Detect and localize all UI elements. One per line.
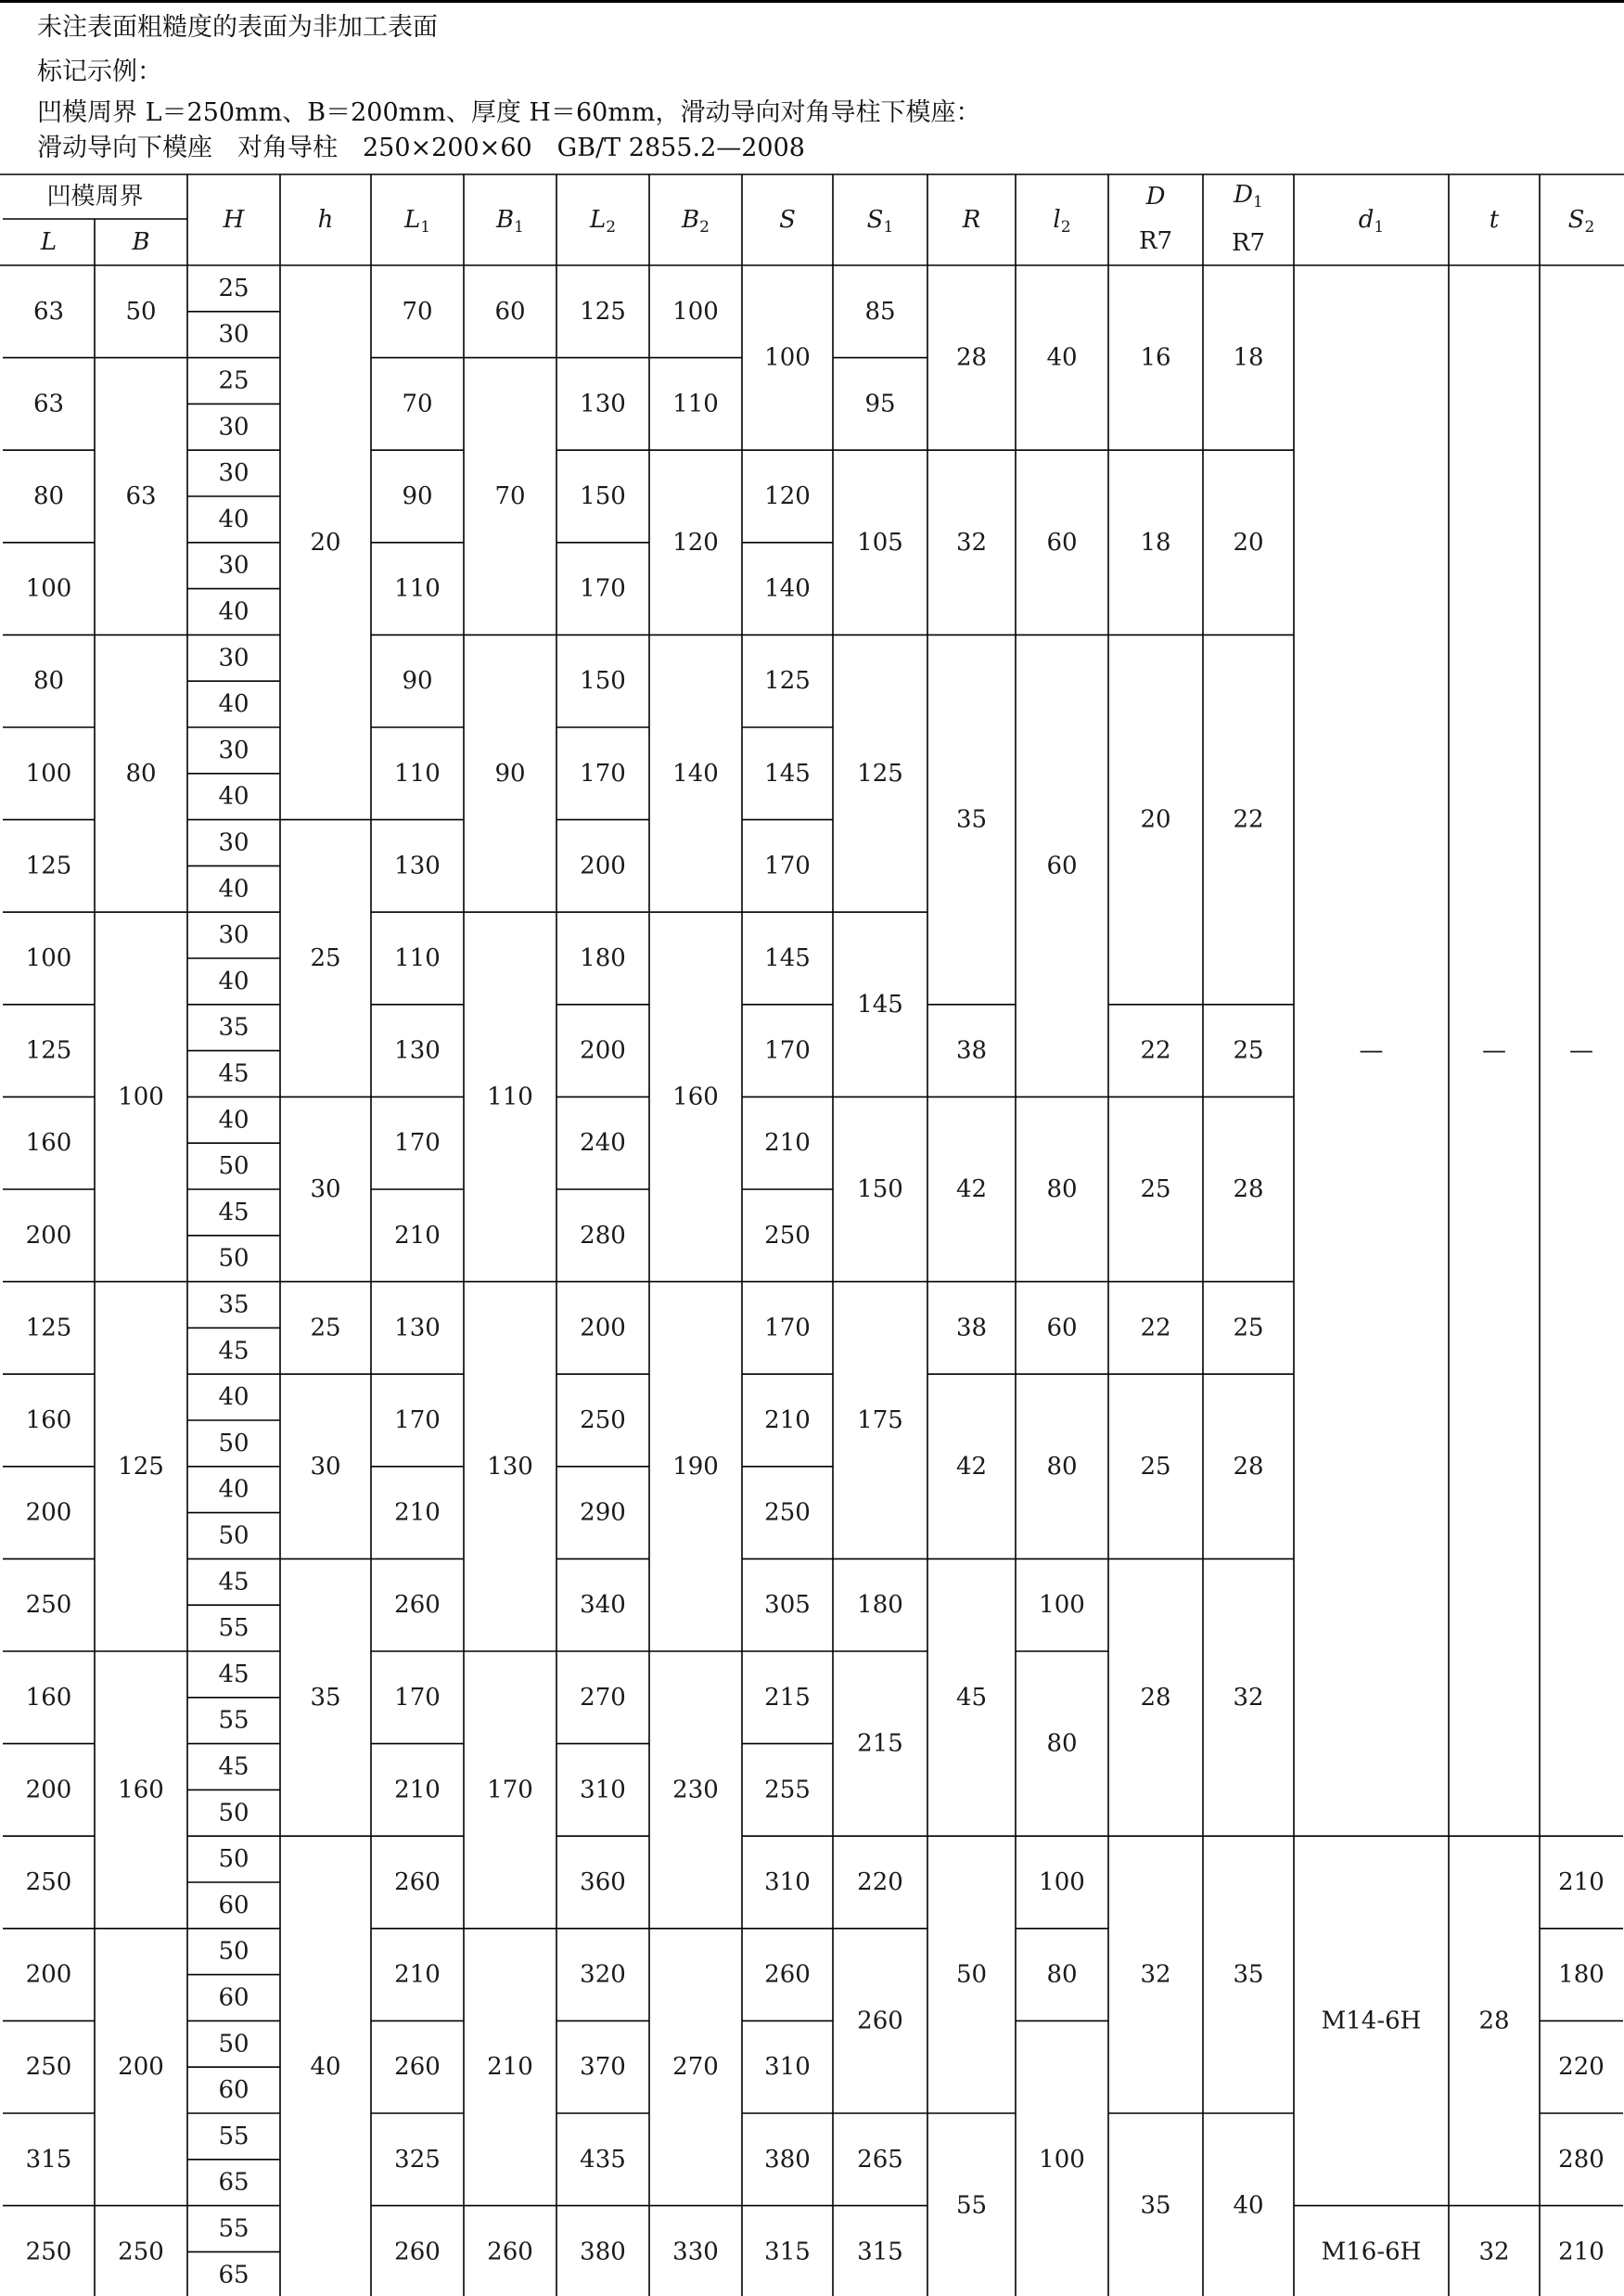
cell-L1: 170 <box>394 1683 441 1712</box>
cell-H: 25 <box>218 366 249 395</box>
cell-H: 40 <box>218 1383 249 1412</box>
cell-L: 250 <box>25 1868 72 1896</box>
cell-L2: 200 <box>580 1314 626 1342</box>
cell-S: 380 <box>764 2145 811 2174</box>
cell-t: — <box>1482 1036 1506 1065</box>
cell-L1: 260 <box>394 1591 441 1620</box>
header-B2-symbol: B <box>682 206 700 234</box>
cell-H: 30 <box>218 459 249 488</box>
cell-L2: 240 <box>580 1129 626 1158</box>
cell-l2: 60 <box>1046 852 1078 880</box>
note-marking-example-description: 凹模周界 L＝250mm、B＝200mm、厚度 H＝60mm，滑动导向对角导柱下模座： <box>37 98 981 127</box>
cell-S: 250 <box>764 1221 811 1250</box>
cell-H: 60 <box>218 2076 249 2105</box>
cell-L1: 260 <box>394 2238 441 2266</box>
header-S1 <box>867 206 894 237</box>
cell-L: 100 <box>25 944 72 972</box>
cell-L1: 70 <box>402 390 433 418</box>
header-L2-symbol: L <box>589 206 607 234</box>
cell-L: 80 <box>32 482 65 510</box>
header-D: D <box>1145 183 1166 211</box>
header-S: S <box>779 206 796 234</box>
cell-L1: 170 <box>394 1406 441 1434</box>
cell-d1: M14-6H <box>1321 2007 1422 2035</box>
header-D1 <box>1233 181 1263 212</box>
cell-R: 42 <box>955 1175 988 1203</box>
cell-S1: 85 <box>864 297 896 326</box>
cell-L: 100 <box>25 759 72 788</box>
cell-L2: 200 <box>580 852 626 880</box>
header-R: R <box>962 206 981 234</box>
cell-l2: 80 <box>1046 1960 1078 1989</box>
cell-L2: 170 <box>580 574 626 603</box>
cell-S: 120 <box>764 482 811 510</box>
cell-L: 250 <box>25 2053 72 2082</box>
cell-B2: 230 <box>672 1776 719 1804</box>
cell-D: 32 <box>1140 1960 1171 1989</box>
cell-H: 45 <box>218 1752 249 1781</box>
cell-L1: 110 <box>394 944 441 972</box>
header-S2 <box>1568 206 1595 237</box>
cell-L: 250 <box>25 1591 72 1620</box>
cell-D1: 25 <box>1233 1036 1264 1065</box>
cell-L1: 70 <box>402 297 433 326</box>
cell-L: 125 <box>25 852 72 880</box>
header-D1-tolerance: R7 <box>1231 229 1266 257</box>
cell-L: 100 <box>25 574 72 603</box>
cell-S: 305 <box>764 1591 811 1620</box>
cell-B: 250 <box>118 2238 164 2266</box>
cell-B1: 90 <box>494 759 526 788</box>
cell-H: 50 <box>218 1244 249 1273</box>
cell-R: 50 <box>955 1960 988 1989</box>
cell-L1: 210 <box>394 1960 441 1989</box>
cell-D1: 32 <box>1233 1683 1264 1712</box>
cell-L2: 130 <box>580 390 626 418</box>
cell-L1: 130 <box>394 1036 441 1065</box>
cell-L2: 340 <box>580 1591 626 1620</box>
note-surface-roughness: 未注表面粗糙度的表面为非加工表面 <box>37 13 438 42</box>
cell-S: 315 <box>764 2238 811 2266</box>
cell-R: 45 <box>955 1683 988 1712</box>
header-B1 <box>495 206 524 237</box>
cell-B: 63 <box>125 482 157 510</box>
cell-L: 125 <box>25 1036 72 1065</box>
cell-S1: 150 <box>857 1175 903 1203</box>
cell-B2: 140 <box>672 759 719 788</box>
cell-H: 30 <box>218 736 249 764</box>
cell-L2: 380 <box>580 2238 626 2266</box>
cell-H: 40 <box>218 782 249 811</box>
header-t: t <box>1489 206 1500 234</box>
cell-H: 50 <box>218 1937 249 1966</box>
cell-S: 125 <box>764 667 811 696</box>
header-h: h <box>317 206 334 234</box>
cell-S: 210 <box>764 1406 811 1434</box>
cell-B1: 70 <box>494 482 526 510</box>
cell-R: 35 <box>955 805 988 834</box>
cell-S1: 175 <box>857 1406 903 1434</box>
cell-B2: 120 <box>672 528 719 557</box>
cell-H: 45 <box>218 1059 249 1088</box>
cell-L2: 180 <box>580 944 626 972</box>
cell-H: 40 <box>218 967 249 995</box>
cell-L1: 110 <box>394 759 441 788</box>
cell-H: 35 <box>218 1290 249 1319</box>
cell-L2: 360 <box>580 1868 626 1896</box>
cell-d1: M16-6H <box>1321 2238 1422 2266</box>
cell-H: 25 <box>218 274 249 302</box>
cell-L2: 435 <box>580 2145 626 2174</box>
cell-H: 50 <box>218 1845 249 1874</box>
cell-H: 55 <box>218 1706 249 1735</box>
cell-H: 30 <box>218 921 249 950</box>
cell-H: 40 <box>218 1106 249 1135</box>
cell-R: 42 <box>955 1452 988 1481</box>
cell-L: 160 <box>25 1129 72 1158</box>
cell-B2: 110 <box>672 390 719 418</box>
cell-B1: 60 <box>494 297 526 326</box>
cell-S1: 180 <box>857 1591 903 1620</box>
cell-L2: 310 <box>580 1776 626 1804</box>
header-D-tolerance: R7 <box>1138 227 1173 255</box>
cell-D1: 18 <box>1233 343 1264 372</box>
cell-L2: 125 <box>580 297 626 326</box>
cell-D: 22 <box>1140 1314 1171 1342</box>
cell-L: 200 <box>25 1498 72 1527</box>
cell-S1: 125 <box>857 759 903 788</box>
cell-D: 22 <box>1140 1036 1171 1065</box>
cell-S: 260 <box>764 1960 811 1989</box>
cell-S2: 210 <box>1558 1868 1605 1896</box>
cell-L: 200 <box>25 1960 72 1989</box>
cell-B: 125 <box>118 1452 164 1481</box>
cell-D: 35 <box>1140 2191 1171 2220</box>
cell-L2: 150 <box>580 482 626 510</box>
cell-B: 50 <box>125 297 157 326</box>
cell-B1: 110 <box>487 1083 533 1111</box>
cell-L1: 210 <box>394 1776 441 1804</box>
cell-L1: 90 <box>402 482 433 510</box>
cell-D1: 20 <box>1233 528 1264 557</box>
cell-B: 200 <box>118 2053 164 2082</box>
cell-L1: 325 <box>394 2145 441 2174</box>
cell-D1: 28 <box>1233 1452 1264 1481</box>
cell-H: 50 <box>218 1429 249 1457</box>
cell-H: 40 <box>218 597 249 626</box>
cell-R: 38 <box>955 1036 988 1065</box>
cell-R: 38 <box>955 1314 988 1342</box>
cell-H: 55 <box>218 2122 249 2150</box>
cell-l2: 40 <box>1046 343 1078 372</box>
cell-R: 32 <box>955 528 988 557</box>
header-L1 <box>403 206 430 237</box>
cell-L1: 90 <box>402 667 433 696</box>
cell-h: 35 <box>310 1683 341 1712</box>
cell-H: 45 <box>218 1568 249 1597</box>
note-marking-example-code: 滑动导向下模座 对角导柱 250×200×60 GB/T 2855.2—2008 <box>37 134 805 162</box>
cell-L2: 250 <box>580 1406 626 1434</box>
cell-t: 28 <box>1478 2007 1510 2035</box>
cell-S: 145 <box>764 944 811 972</box>
cell-S2: 280 <box>1558 2145 1605 2174</box>
cell-L2: 170 <box>580 759 626 788</box>
cell-S: 170 <box>764 1036 811 1065</box>
cell-D: 28 <box>1140 1683 1171 1712</box>
cell-L: 63 <box>32 390 65 418</box>
cell-l2: 60 <box>1046 1314 1078 1342</box>
cell-L1: 260 <box>394 1868 441 1896</box>
cell-B: 100 <box>118 1083 164 1111</box>
cell-L: 80 <box>32 667 65 696</box>
cell-S1: 145 <box>857 990 903 1019</box>
cell-H: 40 <box>218 505 249 533</box>
cell-H: 65 <box>218 2261 249 2290</box>
cell-H: 55 <box>218 2214 249 2243</box>
cell-S: 255 <box>764 1776 811 1804</box>
cell-D: 18 <box>1140 528 1171 557</box>
cell-D: 16 <box>1140 343 1171 372</box>
cell-S2: 220 <box>1558 2053 1605 2082</box>
header-L2-subscript: 2 <box>606 218 617 237</box>
cell-h: 30 <box>310 1452 341 1481</box>
cell-h: 40 <box>310 2053 341 2082</box>
cell-L: 160 <box>25 1683 72 1712</box>
header-l2 <box>1053 206 1070 237</box>
cell-D: 20 <box>1140 805 1171 834</box>
cell-L1: 260 <box>394 2053 441 2082</box>
header-L1-subscript: 1 <box>420 218 431 237</box>
cell-H: 30 <box>218 644 249 673</box>
cell-L2: 270 <box>580 1683 626 1712</box>
cell-S: 170 <box>764 1314 811 1342</box>
cell-B: 80 <box>125 759 157 788</box>
cell-R: 55 <box>955 2191 988 2220</box>
cell-H: 30 <box>218 413 249 442</box>
cell-B1: 210 <box>487 2053 533 2082</box>
header-S1-subscript: 1 <box>883 218 894 237</box>
cell-L1: 130 <box>394 852 441 880</box>
cell-L1: 130 <box>394 1314 441 1342</box>
header-D1-symbol: D <box>1234 181 1254 209</box>
header-S2-symbol: S <box>1567 206 1585 234</box>
cell-S1: 220 <box>857 1868 903 1896</box>
header-die-perimeter: 凹模周界 <box>46 183 144 211</box>
header-S1-symbol: S <box>866 206 884 234</box>
cell-L2: 320 <box>580 1960 626 1989</box>
cell-D1: 35 <box>1233 1960 1264 1989</box>
cell-B1: 170 <box>487 1776 533 1804</box>
cell-L1: 110 <box>394 574 441 603</box>
cell-H: 60 <box>218 1891 249 1919</box>
cell-H: 45 <box>218 1660 249 1688</box>
cell-H: 50 <box>218 1799 249 1828</box>
cell-L: 125 <box>25 1314 72 1342</box>
cell-l2: 80 <box>1046 1452 1078 1481</box>
cell-L2: 150 <box>580 667 626 696</box>
cell-H: 60 <box>218 1983 249 2012</box>
header-d1 <box>1359 206 1384 237</box>
cell-B2: 330 <box>672 2238 719 2266</box>
cell-S2: — <box>1569 1036 1593 1065</box>
header-H: H <box>223 206 245 234</box>
cell-l2: 60 <box>1046 528 1078 557</box>
cell-S1: 265 <box>857 2145 903 2174</box>
header-B2 <box>681 206 710 237</box>
header-D1-subscript: 1 <box>1253 193 1263 212</box>
cell-H: 40 <box>218 875 249 904</box>
cell-l2: 100 <box>1039 1868 1085 1896</box>
header-L: L <box>40 228 58 256</box>
cell-S1: 315 <box>857 2238 903 2266</box>
header-d1-subscript: 1 <box>1374 218 1385 237</box>
cell-L2: 280 <box>580 1221 626 1250</box>
cell-h: 25 <box>310 944 341 972</box>
cell-L2: 370 <box>580 2053 626 2082</box>
cell-l2: 100 <box>1039 2145 1085 2174</box>
cell-L: 315 <box>25 2145 72 2174</box>
cell-S1: 260 <box>857 2007 903 2035</box>
header-B2-subscript: 2 <box>699 218 710 237</box>
cell-L: 200 <box>25 1221 72 1250</box>
cell-S: 170 <box>764 852 811 880</box>
cell-S: 145 <box>764 759 811 788</box>
cell-S: 310 <box>764 2053 811 2082</box>
cell-B2: 270 <box>672 2053 719 2082</box>
cell-H: 40 <box>218 690 249 719</box>
header-d1-symbol: d <box>1358 206 1375 234</box>
cell-S2: 180 <box>1558 1960 1605 1989</box>
cell-L1: 210 <box>394 1221 441 1250</box>
cell-S: 215 <box>764 1683 811 1712</box>
cell-L1: 210 <box>394 1498 441 1527</box>
cell-l2: 80 <box>1046 1729 1078 1758</box>
cell-H: 50 <box>218 1521 249 1550</box>
cell-L: 250 <box>25 2238 72 2266</box>
cell-h: 20 <box>310 528 341 557</box>
cell-D: 25 <box>1140 1452 1171 1481</box>
cell-B1: 130 <box>487 1452 533 1481</box>
cell-S: 100 <box>764 343 811 372</box>
cell-H: 30 <box>218 828 249 857</box>
cell-D1: 40 <box>1233 2191 1264 2220</box>
cell-L2: 290 <box>580 1498 626 1527</box>
cell-D1: 28 <box>1233 1175 1264 1203</box>
header-l2-subscript: 2 <box>1060 218 1071 237</box>
header-L2 <box>589 206 616 237</box>
cell-H: 35 <box>218 1013 249 1042</box>
cell-H: 45 <box>218 1198 249 1226</box>
header-l2-symbol: l <box>1053 206 1061 234</box>
cell-S1: 215 <box>857 1729 903 1758</box>
cell-B2: 100 <box>672 297 719 326</box>
cell-h: 25 <box>310 1314 341 1342</box>
cell-h: 30 <box>310 1175 341 1203</box>
cell-d1: — <box>1359 1036 1384 1065</box>
cell-H: 50 <box>218 1152 249 1181</box>
cell-H: 30 <box>218 320 249 349</box>
note-marking-example-label: 标记示例： <box>37 58 162 86</box>
cell-D1: 25 <box>1233 1314 1264 1342</box>
cell-S1: 95 <box>864 390 896 418</box>
cell-L: 63 <box>32 297 65 326</box>
header-B1-subscript: 1 <box>514 218 524 237</box>
cell-S: 250 <box>764 1498 811 1527</box>
cell-l2: 100 <box>1039 1591 1085 1620</box>
cell-S: 310 <box>764 1868 811 1896</box>
cell-L1: 170 <box>394 1129 441 1158</box>
cell-B: 160 <box>118 1776 164 1804</box>
cell-D: 25 <box>1140 1175 1171 1203</box>
cell-l2: 80 <box>1046 1175 1078 1203</box>
cell-B2: 160 <box>672 1083 719 1111</box>
cell-L2: 200 <box>580 1036 626 1065</box>
cell-S1: 105 <box>857 528 903 557</box>
header-B: B <box>132 228 150 256</box>
cell-S: 140 <box>764 574 811 603</box>
header-S2-subscript: 2 <box>1584 218 1595 237</box>
cell-R: 28 <box>955 343 988 372</box>
cell-L: 200 <box>25 1776 72 1804</box>
cell-H: 65 <box>218 2168 249 2197</box>
cell-H: 50 <box>218 2030 249 2059</box>
cell-H: 40 <box>218 1475 249 1504</box>
header-B1-symbol: B <box>496 206 515 234</box>
cell-H: 55 <box>218 1614 249 1643</box>
cell-S2: 210 <box>1558 2238 1605 2266</box>
cell-H: 45 <box>218 1337 249 1366</box>
cell-t: 32 <box>1478 2238 1510 2266</box>
cell-L: 160 <box>25 1406 72 1434</box>
header-L1-symbol: L <box>403 206 421 234</box>
cell-B2: 190 <box>672 1452 719 1481</box>
cell-H: 30 <box>218 551 249 580</box>
cell-B1: 260 <box>487 2238 533 2266</box>
cell-S: 210 <box>764 1129 811 1158</box>
cell-D1: 22 <box>1233 805 1264 834</box>
